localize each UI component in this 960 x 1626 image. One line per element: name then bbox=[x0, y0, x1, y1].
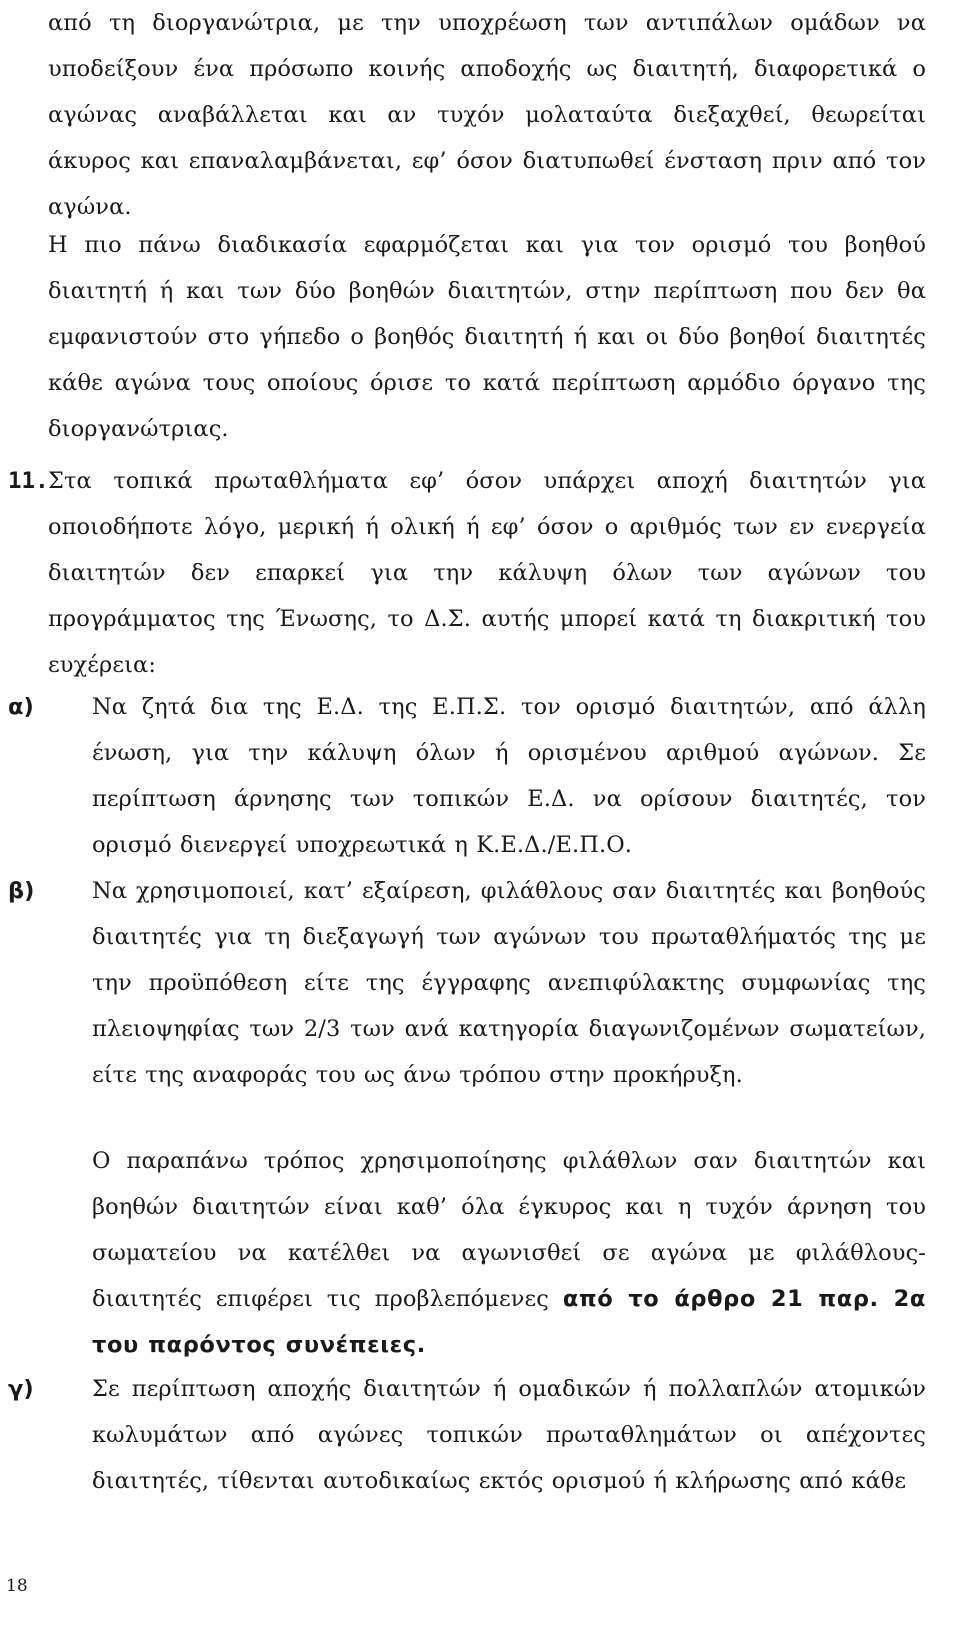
item-11-text: Στα τοπικά πρωταθλήματα εφ’ όσον υπάρχει αποχή διαιτητών για οποιοδήποτε λόγο, μερική ή ολική ή εφ’ όσον ο αριθμός των εν ενεργεία διαιτητών δεν επαρκεί για την κάλυψη όλων των αγώνων του προγράμματος της Ένωσης, το Δ.Σ. αυτής μπορεί κατά τη διακριτική του ευχέρεια: bbox=[48, 468, 926, 678]
lead-paragraph: από τη διοργανώτρια, με την υποχρέωση των αντιπάλων ομάδων να υποδείξουν ένα πρόσωπο κοινής αποδοχής ως διαιτητή, διαφορετικά ο αγώνας αναβάλλεται και αν τυχόν μολαταύτα διεξαχθεί, θεωρείται άκυρος και επαναλαμβάνεται, εφ’ όσον διατυπωθεί ένσταση πριν από τον αγώνα. bbox=[48, 10, 926, 220]
paragraph-procedure: Η πιο πάνω διαδικασία εφαρμόζεται και για τον ορισμό του βοηθού διαιτητή ή και των δύο βοηθών διαιτητών, στην περίπτωση που δεν θα εμφανιστούν στο γήπεδο ο βοηθός διαιτητή ή και οι δύο βοηθοί διαιτητές κάθε αγώνα τους οποίους όρισε το κατά περίπτωση αρμόδιο όργανο της διοργανώτριας. bbox=[48, 232, 926, 442]
article-reference-bold: από το άρθρο 21 παρ. 2α του παρόντος συνέπειες. bbox=[92, 1286, 926, 1358]
sub-item-b-continuation-text: Ο παραπάνω τρόπος χρησιμοποίησης φιλάθλων σαν διαιτητών και βοηθών διαιτητών είναι καθ’ όλα έγκυρος και η τυχόν άρνηση του σωματείου να κατέλθει να αγωνισθεί σε αγώνα με φιλάθλους-διαιτητές επιφέρει τις προβλεπόμενες bbox=[92, 1148, 926, 1312]
sub-item-label-a: α) bbox=[8, 694, 34, 720]
sub-item-a-text: Να ζητά δια της Ε.Δ. της Ε.Π.Σ. τον ορισμό διαιτητών, από άλλη ένωση, για την κάλυψη όλων ή ορισμένου αριθμού αγώνων. Σε περίπτωση άρνησης των τοπικών Ε.Δ. να ορίσουν διαιτητές, τον ορισμό διενεργεί υποχρεωτικά η Κ.Ε.Δ./Ε.Π.Ο. bbox=[92, 694, 926, 858]
sub-item-b-text: Να χρησιμοποιεί, κατ’ εξαίρεση, φιλάθλους σαν διαιτητές και βοηθούς διαιτητές για τη διεξαγωγή των αγώνων του πρωταθλήματός της με την προϋπόθεση είτε της έγγραφης ανεπιφύλακτης συμφωνίας της πλειοψηφίας των 2/3 των ανά κατηγορία διαγωνιζομένων σωματείων, είτε της αναφοράς του ως άνω τρόπου στην προκήρυξη. bbox=[92, 878, 926, 1088]
sub-item-label-b: β) bbox=[8, 878, 35, 904]
page-number: 18 bbox=[6, 1576, 28, 1596]
item-number-11: 11. bbox=[8, 468, 49, 494]
sub-item-b-continuation bbox=[92, 1138, 926, 1368]
sub-item-c-text: Σε περίπτωση αποχής διαιτητών ή ομαδικών ή πολλαπλών ατομικών κωλυμάτων από αγώνες τοπικών πρωταθλημάτων οι απέχοντες διαιτητές, τίθενται αυτοδικαίως εκτός ορισμού ή κλήρωσης από κάθε bbox=[92, 1376, 926, 1494]
sub-item-label-c: γ) bbox=[8, 1376, 34, 1402]
